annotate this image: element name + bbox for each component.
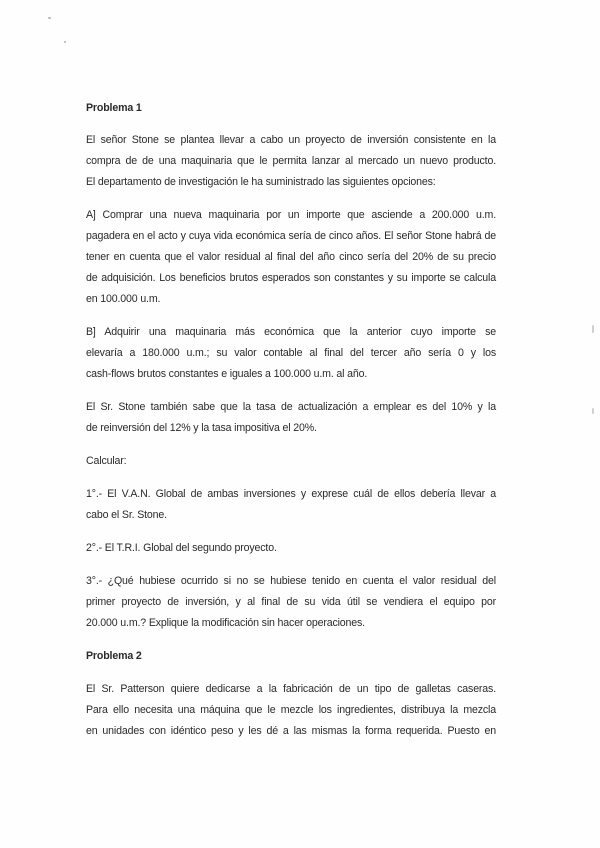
text-line: en 100.000 u.m.: [86, 293, 161, 305]
text-line: 2°.- El T.R.I. Global del segundo proyecto.: [86, 542, 277, 554]
scan-speck: [592, 325, 594, 333]
text-line: El Sr. Stone también sabe que la tasa de actualización a emplear es del 10% y la: [86, 401, 496, 413]
document-content: [86, 98, 496, 742]
scan-speck: [64, 41, 66, 43]
scan-speck: [48, 17, 51, 19]
text-line: 20.000 u.m.? Explique la modificación sin hacer operaciones.: [86, 617, 365, 629]
text-line: 1°.- El V.A.N. Global de ambas inversiones y exprese cuál de ellos debería llevar a: [86, 488, 496, 500]
problem-1-title: Problema 1: [86, 102, 142, 114]
text-line: Calcular:: [86, 455, 127, 467]
problem-1-intro: [86, 130, 496, 193]
text-line: cabo el Sr. Stone.: [86, 509, 167, 521]
text-line: en unidades con idéntico peso y les dé a las mismas la forma requerida. Puesto en: [86, 725, 496, 737]
question-1: [86, 484, 496, 526]
text-line: tener en cuenta que el valor residual al final del año cinco sería del 20% de su precio: [86, 251, 496, 263]
text-line: A] Comprar una nueva maquinaria por un importe que asciende a 200.000 u.m.: [86, 209, 496, 221]
text-line: de adquisición. Los beneficios brutos esperados son constantes y su importe se calcula: [86, 272, 496, 284]
text-line: de reinversión del 12% y la tasa impositiva el 20%.: [86, 422, 317, 434]
scan-speck: [592, 408, 594, 414]
text-line: Para ello necesita una máquina que le mezcle los ingredientes, distribuya la mezcla: [86, 704, 496, 716]
text-line: cash-flows brutos constantes e iguales a 100.000 u.m. al año.: [86, 368, 368, 380]
rates-paragraph: [86, 397, 496, 439]
text-line: pagadera en el acto y cuya vida económica sería de cinco años. El señor Stone habrá de: [86, 230, 496, 242]
text-line: B] Adquirir una maquinaria más económica que la anterior cuyo importe se: [86, 326, 496, 338]
problem-2-intro: [86, 679, 496, 742]
question-2: [86, 538, 496, 559]
text-line: El departamento de investigación le ha suministrado las siguientes opciones:: [86, 176, 436, 188]
problem-2-title: Problema 2: [86, 650, 142, 662]
text-line: compra de de una maquinaria que le permita lanzar al mercado un nuevo producto.: [86, 155, 496, 167]
option-b: [86, 322, 496, 385]
option-a: [86, 205, 496, 310]
text-line: elevaría a 180.000 u.m.; su valor contable al final del tercer año sería 0 y los: [86, 347, 496, 359]
text-line: 3°.- ¿Qué hubiese ocurrido si no se hubiese tenido en cuenta el valor residual del: [86, 575, 496, 587]
question-3: [86, 571, 496, 634]
calculate-label: [86, 451, 496, 472]
text-line: El señor Stone se plantea llevar a cabo un proyecto de inversión consistente en la: [86, 134, 496, 146]
text-line: primer proyecto de inversión, y al final de su vida útil se vendiera el equipo por: [86, 596, 496, 608]
text-line: El Sr. Patterson quiere dedicarse a la fabricación de un tipo de galletas caseras.: [86, 683, 496, 695]
